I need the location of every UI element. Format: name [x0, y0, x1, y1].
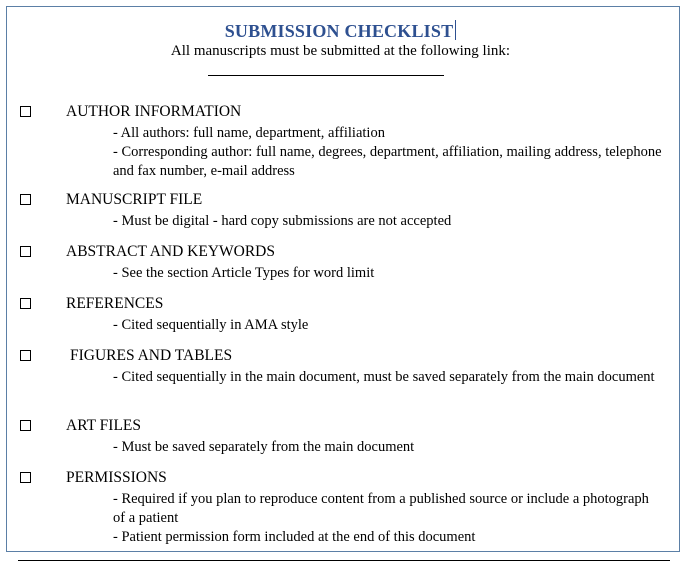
detail-line: - Required if you plan to reproduce content from a published source or include a photograph of a patient: [113, 491, 649, 526]
checklist-title: [0, 20, 681, 42]
title-text: SUBMISSION CHECKLIST: [224, 21, 454, 41]
section-details: [113, 438, 663, 457]
footer-rule: [18, 560, 670, 561]
checkbox[interactable]: [20, 472, 31, 483]
text-cursor: [455, 20, 456, 40]
detail-line: - Must be digital - hard copy submissions are not accepted: [113, 213, 452, 229]
detail-line: - See the section Article Types for word limit: [113, 265, 375, 281]
section-heading: ABSTRACT AND KEYWORDS: [66, 243, 275, 260]
checkbox[interactable]: [20, 106, 31, 117]
checkbox[interactable]: [20, 350, 31, 361]
section-heading: ART FILES: [66, 417, 142, 434]
detail-line: - Corresponding author: full name, degrees, department, affiliation, mailing address, telephone and fax number, e-mail address: [113, 144, 662, 179]
checkbox[interactable]: [20, 298, 31, 309]
checkbox[interactable]: [20, 194, 31, 205]
checkbox[interactable]: [20, 246, 31, 257]
detail-line: - Patient permission form included at the end of this document: [113, 529, 476, 545]
detail-line: - All authors: full name, department, affiliation: [113, 125, 385, 141]
submission-instructions: All manuscripts must be submitted at the following link:: [170, 43, 511, 59]
section-details: [113, 264, 663, 283]
section-heading: AUTHOR INFORMATION: [66, 103, 242, 120]
section-heading: REFERENCES: [66, 295, 164, 312]
checkbox[interactable]: [20, 420, 31, 431]
submission-link-blank: [208, 75, 444, 76]
section-details: [113, 212, 663, 231]
section-details: [113, 124, 663, 181]
section-details: [113, 368, 663, 387]
section-heading: MANUSCRIPT FILE: [66, 191, 203, 208]
detail-line: - Cited sequentially in the main document, must be saved separately from the main document: [113, 369, 655, 385]
section-details: [113, 316, 663, 335]
detail-line: - Must be saved separately from the main document: [113, 439, 415, 455]
section-heading: PERMISSIONS: [66, 469, 167, 486]
section-heading: FIGURES AND TABLES: [70, 347, 233, 364]
section-details: [113, 490, 663, 547]
detail-line: - Cited sequentially in AMA style: [113, 317, 309, 333]
